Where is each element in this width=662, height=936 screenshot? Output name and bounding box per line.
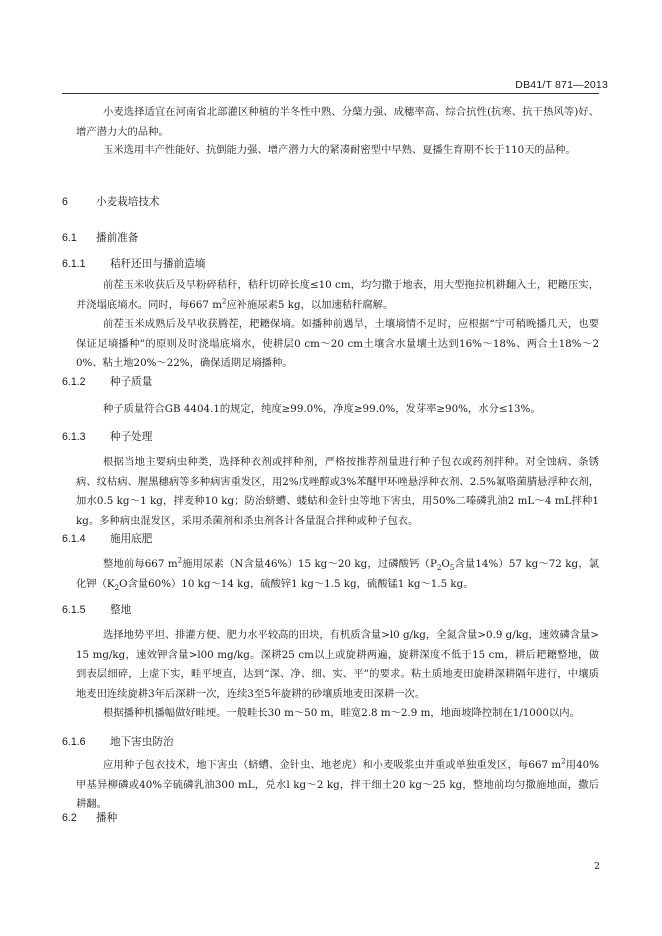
paragraph-base-fertilizer: 整地前每667 $m^2$施用尿素（N含量46%）15 kg～20 kg，过磷酸钙（$P_2O_5$含量14%）57 kg～72 kg，氯化钾（$K_2O$含量60%）10 kg～14 kg，硫酸锌1 kg～1.5 kg，硫酸锰1 kg～1.5 kg。 [76, 556, 599, 592]
paragraph-seed-quality: 种子质量符合GB 4404.1的规定，纯度≥99.0%，净度≥99.0%，发芽率≥90%，水分≤13%。 [103, 403, 541, 415]
page-number: 2 [593, 861, 600, 872]
header-divider [62, 93, 599, 94]
section-heading-6-2: 6.2 播种 [62, 812, 118, 824]
section-heading-6-1-5: 6.1.5 整地 [62, 604, 132, 616]
section-heading-6-1-6: 6.1.6 地下害虫防治 [62, 736, 174, 748]
section-heading-6-1-3: 6.1.3 种子处理 [62, 431, 153, 443]
paragraph-seed-treatment: 根据当地主要病虫种类，选择种衣剂或拌种剂，严格按推荐剂量进行种子包衣或药剂拌种。对全蚀病、条锈病、纹枯病、腥黑穗病等多种病害重发区，用2%戊唑醇或3%苯醚甲环唑悬浮种衣剂、2.5%氟咯菌腈悬浮种衣剂，加水0.5 kg～1 kg，拌麦种10 kg；防治蛴螬、蝼蛄和金针虫等地下害虫，用50%二嗪磷乳油2 mL～4 mL拌种1 kg。多种病虫混发区，采用杀菌剂和杀虫剂各计各量混合拌种或种子包衣。 [76, 456, 599, 527]
section-heading-6-1-4: 6.1.4 施用底肥 [62, 533, 153, 545]
paragraph-ridge-making: 根据播种机播幅做好畦埂。一般畦长30 m～50 m，畦宽2.8 m～2.9 m，地面坡降控制在1/1000以内。 [103, 707, 580, 719]
section-heading-6-1-2: 6.1.2 种子质量 [62, 376, 153, 388]
paragraph-straw-return: 前茬玉米收获后及早粉碎秸秆，秸秆切碎长度≤10 cm，均匀撒于地表，用大型拖拉机耕翻入土，耙耱压实，并浇塌底墒水。同时，每667 $m^2$应补施尿素5 kg，以加速秸秆腐解。 [76, 279, 599, 311]
paragraph-pest-control: 应用种子包衣技术，地下害虫（蛴螬、金针虫、地老虎）和小麦吸浆虫并重或单独重发区，每667 $m^2$用40%甲基异柳磷或40%辛硫磷乳油300 mL，兑水l kg～2 kg，拌干细土20 kg～25 kg，整地前均匀撒施地面，撒后耕翻。 [76, 757, 599, 810]
paragraph-land-preparation: 选择地势平坦、排灌方便、肥力水平较高的田块，有机质含量>l0 g/kg，全氮含量>0.9 g/kg，速效磷含量>15 mg/kg，速效钾含量>l00 mg/kg。深耕25 cm以上或旋耕两遍，旋耕深度不低于15 cm，耕后耙耱整地，做到表层细碎，上虚下实，畦平埂直，达到“深、净、细、实、平”的要求。粘土质地麦田旋耕深耕隔年进行，中壤质地麦田连续旋耕3年后深耕一次，连续3至5年旋耕的砂壤质地麦田深耕一次。 [76, 629, 599, 700]
document-code: DB41/T 871—2013 [515, 79, 608, 91]
section-heading-6-1: 6.1 播前准备 [62, 232, 139, 244]
paragraph-wheat-variety: 小麦选择适宜在河南省北部灌区种植的半冬性中熟、分蘖力强、成穗率高、综合抗性(抗寒、抗干热风等)好、增产潜力大的品种。 [76, 106, 599, 138]
section-heading-6: 6 小麦栽培技术 [62, 196, 160, 208]
section-heading-6-1-1: 6.1.1 秸秆还田与播前造墒 [62, 258, 206, 270]
paragraph-corn-variety: 玉米选用丰产性能好、抗倒能力强、增产潜力大的紧凑耐密型中早熟、夏播生育期不长于110天的品种。 [103, 144, 576, 156]
paragraph-soil-moisture: 前茬玉米成熟后及早收获腾茬，耙耱保墒。如播种前遇旱，土壤墒情不足时，应根据“宁可稍晚播几天，也要保证足墒播种”的原则及时浇塌底墒水，使耕层0 cm～20 cm土壤含水量壤土达到16%～18%、两合土18%～20%、粘土地20%～22%，确保适期足墒播种。 [76, 318, 599, 369]
